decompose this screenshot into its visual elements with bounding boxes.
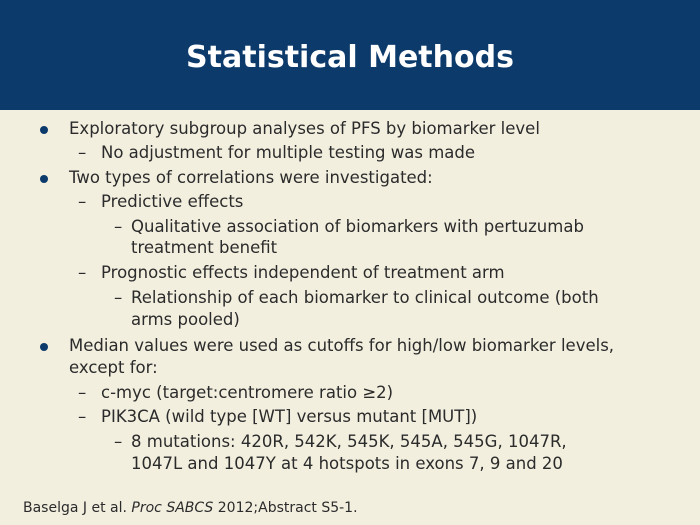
bullet-text: Median values were used as cutoffs for high/low biomarker levels, <box>69 336 615 355</box>
dash-icon: – <box>78 263 87 282</box>
sub-bullet-text: c-myc (target:centromere ratio ≥2) <box>101 383 394 402</box>
sub-bullet-text: No adjustment for multiple testing was made <box>101 143 476 162</box>
sub-bullet-text: Predictive effects <box>101 192 244 211</box>
dash-icon: – <box>114 432 123 451</box>
sub-sub-bullet-text-continued: 1047L and 1047Y at 4 hotspots in exons 7, 9 and 20 <box>131 454 563 473</box>
dash-icon: – <box>114 217 123 236</box>
bullet-dot-icon <box>40 343 48 351</box>
citation-details: 2012;Abstract S5-1. <box>217 500 358 516</box>
sub-sub-bullet-text-continued: treatment benefit <box>131 238 278 257</box>
dash-icon: – <box>78 192 87 211</box>
bullet-text: Two types of correlations were investigated: <box>69 168 433 187</box>
sub-sub-bullet-text: 8 mutations: 420R, 542K, 545K, 545A, 545G, 1047R, <box>131 432 567 451</box>
sub-sub-bullet-text: Relationship of each biomarker to clinical outcome (both <box>131 288 599 307</box>
bullet-dot-icon <box>40 175 48 183</box>
dash-icon: – <box>78 407 87 426</box>
sub-sub-bullet-text: Qualitative association of biomarkers with pertuzumab <box>131 217 584 236</box>
bullet-dot-icon <box>40 126 48 134</box>
bullet-text: Exploratory subgroup analyses of PFS by biomarker level <box>69 119 540 138</box>
bullet-text-continued: except for: <box>69 358 158 377</box>
sub-bullet-text: Prognostic effects independent of treatment arm <box>101 263 505 282</box>
slide-title: Statistical Methods <box>186 39 514 75</box>
title-bar <box>0 0 700 110</box>
dash-icon: – <box>78 143 87 162</box>
sub-bullet-text: PIK3CA (wild type [WT] versus mutant [MUT]) <box>101 407 478 426</box>
sub-sub-bullet-text-continued: arms pooled) <box>131 310 240 329</box>
citation-authors: Baselga J et al. <box>23 500 127 516</box>
citation-journal: Proc SABCS <box>131 500 214 516</box>
dash-icon: – <box>78 383 87 402</box>
dash-icon: – <box>114 288 123 307</box>
citation <box>23 499 358 517</box>
